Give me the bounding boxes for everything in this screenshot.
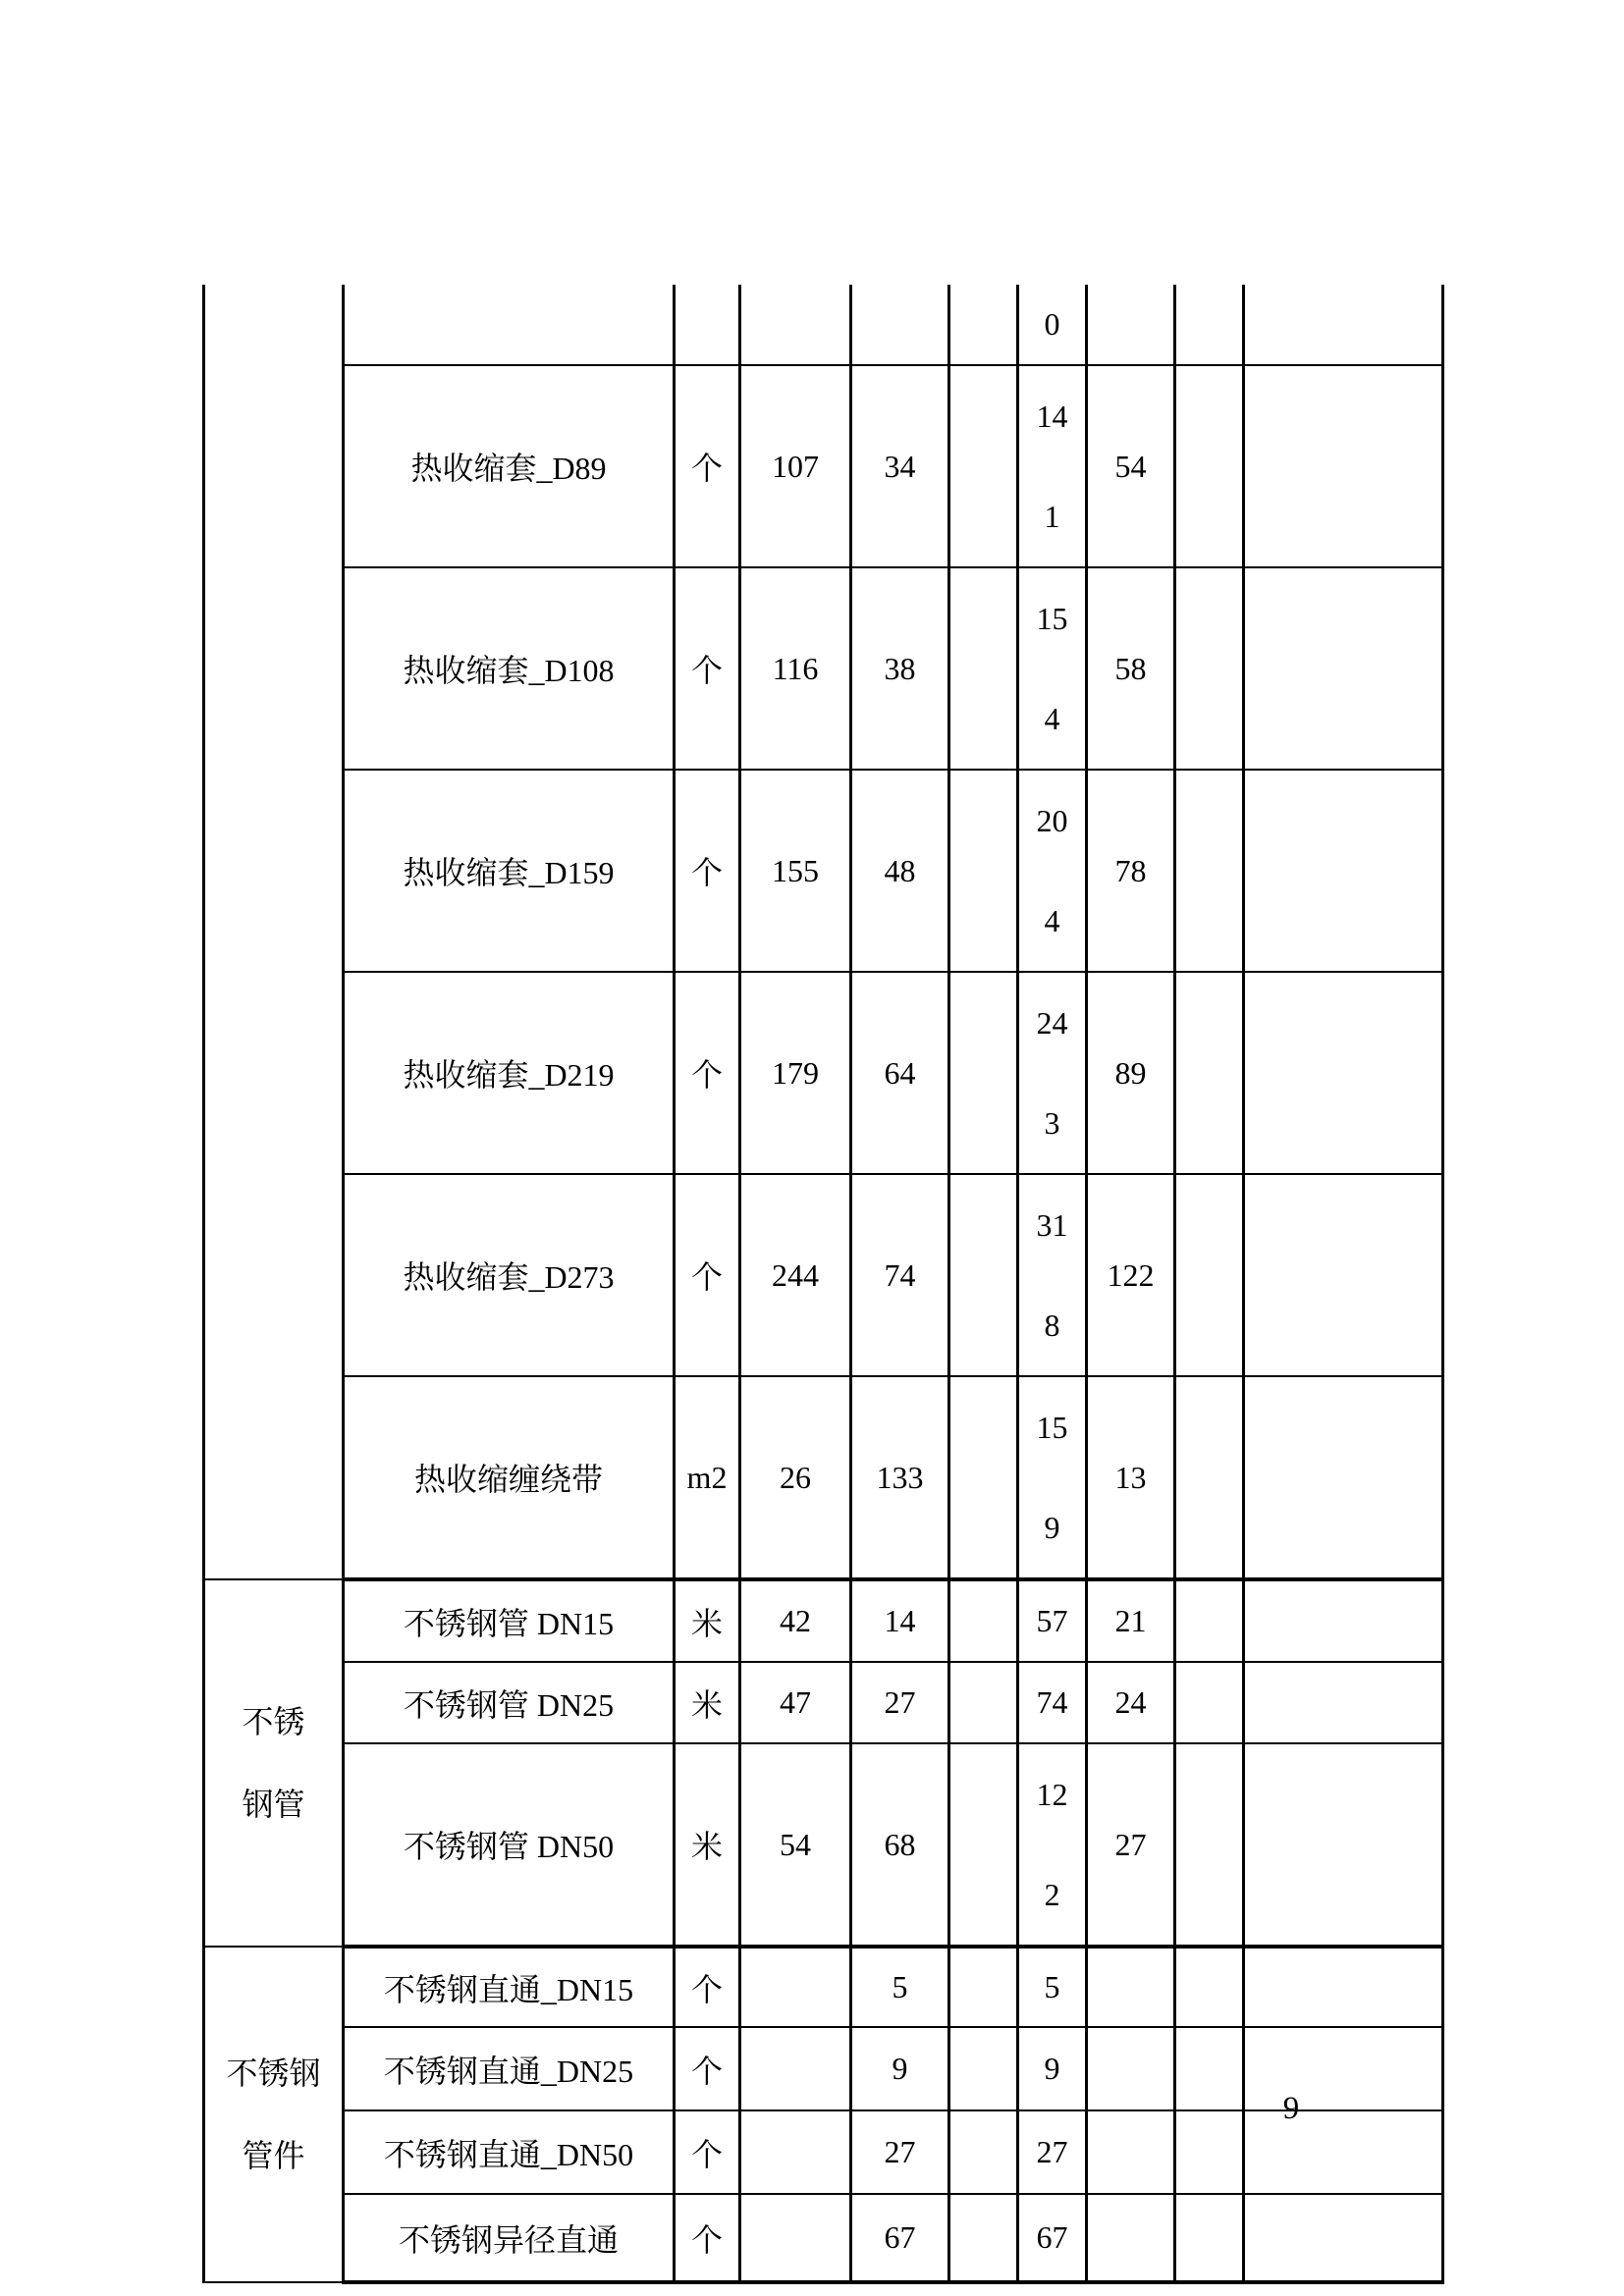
total-line2: 4 xyxy=(1044,701,1060,736)
empty-cell xyxy=(1244,1174,1443,1376)
item-name-cell xyxy=(344,285,675,365)
total-line1: 24 xyxy=(1036,1005,1068,1041)
empty-cell xyxy=(949,1947,1018,2027)
empty-cell xyxy=(949,1662,1018,1743)
qty1-cell: 116 xyxy=(740,567,851,770)
category-cell xyxy=(204,285,344,1579)
qty1-cell: 42 xyxy=(740,1579,851,1662)
item-name-cell: 热收缩套_D219 xyxy=(344,972,675,1174)
qty1-cell: 54 xyxy=(740,1743,851,1947)
qty2-cell: 14 xyxy=(851,1579,949,1662)
qty4-cell: 58 xyxy=(1087,567,1175,770)
qty2-cell: 38 xyxy=(851,567,949,770)
empty-cell xyxy=(1175,1579,1244,1662)
qty4-cell xyxy=(1087,1947,1175,2027)
empty-cell xyxy=(1175,1662,1244,1743)
table-row xyxy=(204,1743,1443,1947)
table-row xyxy=(204,770,1443,972)
total-line1: 31 xyxy=(1036,1207,1068,1243)
total-cell xyxy=(1018,1579,1087,1662)
item-name-cell: 不锈钢直通_DN50 xyxy=(344,2110,675,2194)
total-cell xyxy=(1018,2110,1087,2194)
unit-cell xyxy=(675,285,740,365)
qty4-cell: 78 xyxy=(1087,770,1175,972)
category-line2: 管件 xyxy=(242,2138,305,2173)
category-line2: 钢管 xyxy=(242,1787,305,1822)
qty2-cell: 27 xyxy=(851,1662,949,1743)
category-line1: 不锈钢 xyxy=(226,2056,321,2091)
total-cell xyxy=(1018,770,1087,972)
empty-cell xyxy=(1244,1662,1443,1743)
empty-cell xyxy=(1244,1743,1443,1947)
qty2-cell xyxy=(851,285,949,365)
total-cell xyxy=(1018,1947,1087,2027)
qty4-cell: 24 xyxy=(1087,1662,1175,1743)
item-name-cell: 热收缩套_D273 xyxy=(344,1174,675,1376)
item-name-cell: 不锈钢直通_DN25 xyxy=(344,2027,675,2110)
category-line1: 不锈 xyxy=(242,1704,305,1739)
qty4-cell: 89 xyxy=(1087,972,1175,1174)
total-cell xyxy=(1018,567,1087,770)
total-line1: 9 xyxy=(1044,2051,1060,2086)
unit-cell: 个 xyxy=(675,972,740,1174)
total-cell xyxy=(1018,1743,1087,1947)
total-cell xyxy=(1018,972,1087,1174)
total-cell xyxy=(1018,285,1087,365)
table-row xyxy=(204,365,1443,567)
table-row xyxy=(204,972,1443,1174)
total-cell xyxy=(1018,2194,1087,2282)
empty-cell xyxy=(1244,285,1443,365)
qty1-cell xyxy=(740,1947,851,2027)
qty2-cell: 34 xyxy=(851,365,949,567)
qty2-cell: 48 xyxy=(851,770,949,972)
total-line1: 15 xyxy=(1036,601,1068,636)
qty2-cell: 64 xyxy=(851,972,949,1174)
total-line2: 4 xyxy=(1044,903,1060,938)
empty-cell xyxy=(1175,1947,1244,2027)
unit-cell: 个 xyxy=(675,770,740,972)
qty2-cell: 5 xyxy=(851,1947,949,2027)
total-cell xyxy=(1018,2027,1087,2110)
empty-cell xyxy=(949,2110,1018,2194)
empty-cell xyxy=(1175,285,1244,365)
empty-cell xyxy=(1244,1376,1443,1579)
total-cell xyxy=(1018,365,1087,567)
empty-cell xyxy=(1175,1376,1244,1579)
qty2-cell: 9 xyxy=(851,2027,949,2110)
total-line1: 67 xyxy=(1036,2219,1068,2255)
empty-cell xyxy=(1244,2194,1443,2282)
empty-cell xyxy=(949,567,1018,770)
qty1-cell xyxy=(740,2027,851,2110)
unit-cell: 个 xyxy=(675,567,740,770)
total-line2: 2 xyxy=(1044,1877,1060,1912)
total-line1: 12 xyxy=(1036,1777,1068,1812)
empty-cell xyxy=(1175,1174,1244,1376)
category-cell xyxy=(204,1579,344,1947)
empty-cell xyxy=(1175,365,1244,567)
empty-cell xyxy=(949,1743,1018,1947)
qty2-cell: 27 xyxy=(851,2110,949,2194)
qty4-cell xyxy=(1087,2027,1175,2110)
unit-cell: 个 xyxy=(675,2110,740,2194)
table-row xyxy=(204,1376,1443,1579)
total-cell xyxy=(1018,1174,1087,1376)
qty1-cell xyxy=(740,285,851,365)
empty-cell xyxy=(1244,1579,1443,1662)
qty1-cell: 179 xyxy=(740,972,851,1174)
qty2-cell: 68 xyxy=(851,1743,949,1947)
item-name-cell: 不锈钢管 DN25 xyxy=(344,1662,675,1743)
total-line1: 14 xyxy=(1036,399,1068,434)
materials-table xyxy=(202,285,1444,2284)
empty-cell xyxy=(1175,1743,1244,1947)
empty-cell xyxy=(949,285,1018,365)
unit-cell: 米 xyxy=(675,1579,740,1662)
empty-cell xyxy=(1175,770,1244,972)
empty-cell xyxy=(1175,2194,1244,2282)
table-row xyxy=(204,1662,1443,1743)
qty4-cell xyxy=(1087,285,1175,365)
empty-cell xyxy=(949,972,1018,1174)
empty-cell xyxy=(949,1579,1018,1662)
item-name-cell: 热收缩套_D159 xyxy=(344,770,675,972)
qty1-cell: 244 xyxy=(740,1174,851,1376)
total-line1: 57 xyxy=(1036,1603,1068,1638)
total-line1: 74 xyxy=(1036,1684,1068,1720)
unit-cell: 个 xyxy=(675,2194,740,2282)
unit-cell: 个 xyxy=(675,365,740,567)
table-row xyxy=(204,1579,1443,1662)
empty-cell xyxy=(1244,770,1443,972)
qty4-cell: 21 xyxy=(1087,1579,1175,1662)
empty-cell xyxy=(1175,567,1244,770)
qty2-cell: 67 xyxy=(851,2194,949,2282)
unit-cell: 个 xyxy=(675,1947,740,2027)
category-cell xyxy=(204,1947,344,2282)
empty-cell xyxy=(949,1376,1018,1579)
qty4-cell: 13 xyxy=(1087,1376,1175,1579)
item-name-cell: 不锈钢管 DN15 xyxy=(344,1579,675,1662)
total-line2: 8 xyxy=(1044,1308,1060,1343)
total-line2: 1 xyxy=(1044,499,1060,534)
empty-cell xyxy=(949,2027,1018,2110)
total-line2: 3 xyxy=(1044,1105,1060,1141)
qty1-cell: 107 xyxy=(740,365,851,567)
qty1-cell: 155 xyxy=(740,770,851,972)
table-row xyxy=(204,567,1443,770)
unit-cell: 米 xyxy=(675,1662,740,1743)
qty2-cell: 74 xyxy=(851,1174,949,1376)
qty4-cell xyxy=(1087,2194,1175,2282)
table-row xyxy=(204,285,1443,365)
total-line1: 5 xyxy=(1044,1969,1060,2004)
item-name-cell: 热收缩套_D108 xyxy=(344,567,675,770)
empty-cell xyxy=(949,365,1018,567)
table-row xyxy=(204,2194,1443,2282)
empty-cell xyxy=(949,2194,1018,2282)
total-cell xyxy=(1018,1662,1087,1743)
empty-cell xyxy=(949,770,1018,972)
unit-cell: 个 xyxy=(675,1174,740,1376)
total-line1: 15 xyxy=(1036,1410,1068,1445)
empty-cell xyxy=(1244,1947,1443,2027)
unit-cell: 个 xyxy=(675,2027,740,2110)
qty4-cell: 27 xyxy=(1087,1743,1175,1947)
item-name-cell: 不锈钢异径直通 xyxy=(344,2194,675,2282)
total-line1: 20 xyxy=(1036,803,1068,838)
qty2-cell: 133 xyxy=(851,1376,949,1579)
table-row xyxy=(204,1947,1443,2027)
total-cell xyxy=(1018,1376,1087,1579)
unit-cell: m2 xyxy=(675,1376,740,1579)
empty-cell xyxy=(1244,972,1443,1174)
materials-table-wrapper xyxy=(202,285,1444,2284)
qty1-cell: 47 xyxy=(740,1662,851,1743)
item-name-cell: 热收缩缠绕带 xyxy=(344,1376,675,1579)
qty1-cell xyxy=(740,2110,851,2194)
empty-cell xyxy=(1244,365,1443,567)
total-line1: 0 xyxy=(1044,306,1060,342)
table-row xyxy=(204,1174,1443,1376)
total-line2: 9 xyxy=(1044,1510,1060,1545)
qty4-cell: 122 xyxy=(1087,1174,1175,1376)
qty1-cell: 26 xyxy=(740,1376,851,1579)
qty4-cell: 54 xyxy=(1087,365,1175,567)
empty-cell xyxy=(1244,567,1443,770)
unit-cell: 米 xyxy=(675,1743,740,1947)
empty-cell xyxy=(1175,972,1244,1174)
empty-cell xyxy=(949,1174,1018,1376)
item-name-cell: 不锈钢管 DN50 xyxy=(344,1743,675,1947)
item-name-cell: 热收缩套_D89 xyxy=(344,365,675,567)
page-number: — 9 — xyxy=(1238,2091,1346,2126)
total-line1: 27 xyxy=(1036,2134,1068,2169)
item-name-cell: 不锈钢直通_DN15 xyxy=(344,1947,675,2027)
qty4-cell xyxy=(1087,2110,1175,2194)
qty1-cell xyxy=(740,2194,851,2282)
